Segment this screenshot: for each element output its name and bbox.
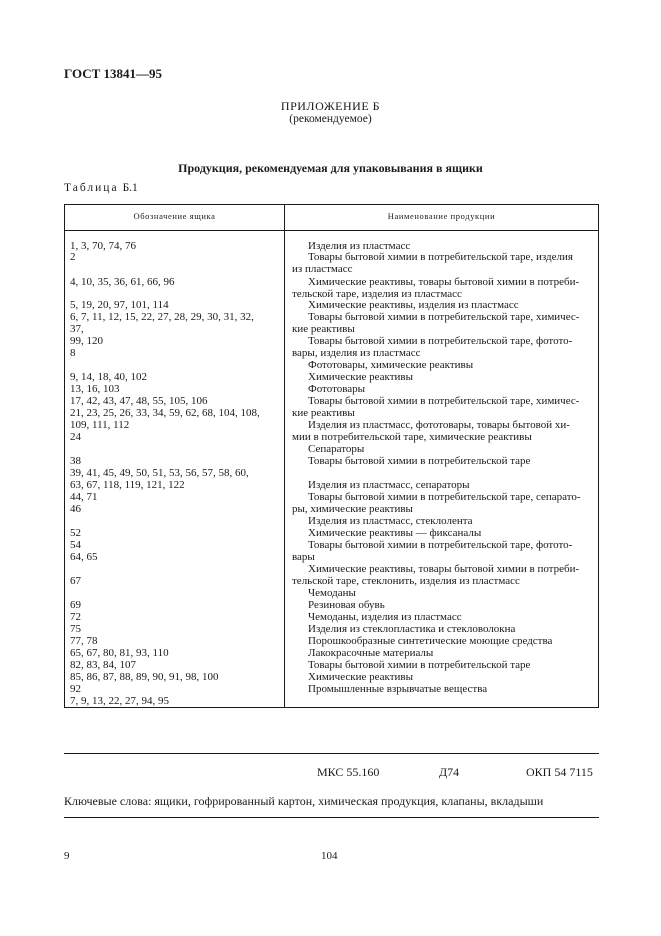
product-name-line: Химические реактивы — [308, 671, 413, 683]
product-name-line: мии в потребительской таре, химические реактивы — [292, 431, 532, 443]
divider-bottom — [64, 817, 599, 818]
product-name-line: Резиновая обувь — [308, 599, 385, 611]
appendix-title: ПРИЛОЖЕНИЕ Б — [280, 99, 381, 113]
box-designation-line: 54 — [70, 539, 81, 551]
product-name-line: Изделия из стеклопластика и стекловолокна — [308, 623, 516, 635]
product-name-line: Фототовары, химические реактивы — [308, 359, 474, 371]
box-designation-line: 64, 65 — [70, 551, 98, 563]
box-designation-line: 2 — [70, 251, 76, 263]
table-number: Б.1 — [122, 182, 138, 194]
product-name-line: Чемоданы, изделия из пластмасс — [308, 611, 462, 623]
box-designation-line: 77, 78 — [70, 635, 98, 647]
okp-code: ОКП 54 7115 — [526, 765, 593, 779]
box-designation-line: 37, — [70, 323, 84, 335]
mks-code: МКС 55.160 — [317, 765, 380, 779]
table-caption-label: Таблица — [64, 182, 119, 194]
product-name-line: кие реактивы — [292, 323, 355, 335]
document-standard-number: ГОСТ 13841—95 — [64, 66, 163, 81]
box-designation-line: 8 — [70, 347, 76, 359]
product-name-line: ры, химические реактивы — [292, 503, 413, 515]
box-designation-line: 17, 42, 43, 47, 48, 55, 105, 106 — [70, 395, 208, 407]
box-designation-line: 92 — [70, 683, 81, 695]
box-designation-line: 63, 67, 118, 119, 121, 122 — [70, 479, 185, 491]
box-designation-line: 13, 16, 103 — [70, 383, 120, 395]
product-name-line: Товары бытовой химии в потребительской таре, химичес- — [308, 395, 580, 407]
col-header-box-designation: Обозначение ящика — [133, 211, 216, 221]
product-name-line: Изделия из пластмасс, сепараторы — [308, 479, 470, 491]
box-designation-line: 38 — [70, 455, 81, 467]
product-name-line: Химические реактивы — фиксаналы — [308, 527, 482, 539]
column-divider — [284, 205, 285, 707]
product-name-line: Изделия из пластмасс — [308, 240, 411, 252]
product-name-line: Фототовары — [308, 383, 366, 395]
product-name-line: Химические реактивы, изделия из пластмасс — [308, 299, 519, 311]
products-table — [64, 204, 599, 708]
product-name-line: Изделия из пластмасс, стеклолента — [308, 515, 473, 527]
box-designation-line: 46 — [70, 503, 81, 515]
box-designation-line: 9, 14, 18, 40, 102 — [70, 371, 147, 383]
product-name-line: Химические реактивы — [308, 371, 413, 383]
product-name-line: Промышленные взрывчатые вещества — [308, 683, 488, 695]
box-designation-line: 99, 120 — [70, 335, 103, 347]
product-name-line: Товары бытовой химии в потребительской таре, изделия — [308, 251, 573, 263]
product-name-line: кие реактивы — [292, 407, 355, 419]
product-name-line: Изделия из пластмасс, фототовары, товары бытовой хи- — [308, 419, 570, 431]
box-designation-line: 5, 19, 20, 97, 101, 114 — [70, 299, 169, 311]
product-name-line: Товары бытовой химии в потребительской таре — [308, 455, 531, 467]
product-name-line: Чемоданы — [308, 587, 356, 599]
product-name-line: Лакокрасочные материалы — [308, 647, 434, 659]
product-name-line: Товары бытовой химии в потребительской таре, фотото- — [308, 539, 573, 551]
product-name-line: тельской таре, стеклонить, изделия из пластмасс — [292, 575, 520, 587]
box-designation-line: 67 — [70, 575, 81, 587]
box-designation-line: 6, 7, 11, 12, 15, 22, 27, 28, 29, 30, 31, 32, — [70, 311, 254, 323]
box-designation-line: 4, 10, 35, 36, 61, 66, 96 — [70, 276, 175, 288]
product-name-line: Товары бытовой химии в потребительской таре — [308, 659, 531, 671]
box-designation-line: 72 — [70, 611, 81, 623]
product-name-line: из пластмасс — [292, 263, 353, 275]
product-name-line: вары — [292, 551, 315, 563]
box-designation-line: 39, 41, 45, 49, 50, 51, 53, 56, 57, 58, 60, — [70, 467, 249, 479]
box-designation-line: 75 — [70, 623, 81, 635]
page-number-center: 104 — [321, 850, 338, 862]
box-designation-line: 7, 9, 13, 22, 27, 94, 95 — [70, 695, 169, 707]
d-code: Д74 — [439, 765, 460, 779]
table-caption — [64, 182, 138, 194]
product-name-line: Химические реактивы, товары бытовой химии в потреби- — [308, 563, 580, 575]
box-designation-line: 24 — [70, 431, 81, 443]
appendix-status: (рекомендуемое) — [289, 113, 372, 125]
box-designation-line: 1, 3, 70, 74, 76 — [70, 240, 136, 252]
keywords: Ключевые слова: ящики, гофрированный картон, химическая продукция, клапаны, вкладыши — [64, 794, 544, 808]
table-header — [65, 205, 598, 231]
product-name-line: Товары бытовой химии в потребительской таре, химичес- — [308, 311, 580, 323]
box-designation-line: 21, 23, 25, 26, 33, 34, 59, 62, 68, 104, 108, — [70, 407, 260, 419]
product-name-line: Порошкообразные синтетические моющие средства — [308, 635, 553, 647]
page-number-left: 9 — [64, 850, 70, 862]
box-designation-line: 44, 71 — [70, 491, 98, 503]
product-name-line: Сепараторы — [308, 443, 365, 455]
product-name-line: тельской таре, изделия из пластмасс — [292, 288, 462, 300]
product-name-line: Химические реактивы, товары бытовой химии в потреби- — [308, 276, 580, 288]
box-designation-line: 52 — [70, 527, 81, 539]
box-designation-line: 109, 111, 112 — [70, 419, 130, 431]
product-name-line: Товары бытовой химии в потребительской таре, сепарато- — [308, 491, 581, 503]
box-designation-line: 85, 86, 87, 88, 89, 90, 91, 98, 100 — [70, 671, 219, 683]
appendix-heading: Продукция, рекомендуемая для упаковывания в ящики — [178, 161, 483, 175]
product-name-line: вары, изделия из пластмасс — [292, 347, 421, 359]
box-designation-line: 69 — [70, 599, 81, 611]
divider-top — [64, 753, 599, 754]
product-name-line: Товары бытовой химии в потребительской таре, фотото- — [308, 335, 573, 347]
box-designation-line: 65, 67, 80, 81, 93, 110 — [70, 647, 169, 659]
box-designation-line: 82, 83, 84, 107 — [70, 659, 136, 671]
col-header-product-name: Наименование продукции — [387, 211, 496, 221]
